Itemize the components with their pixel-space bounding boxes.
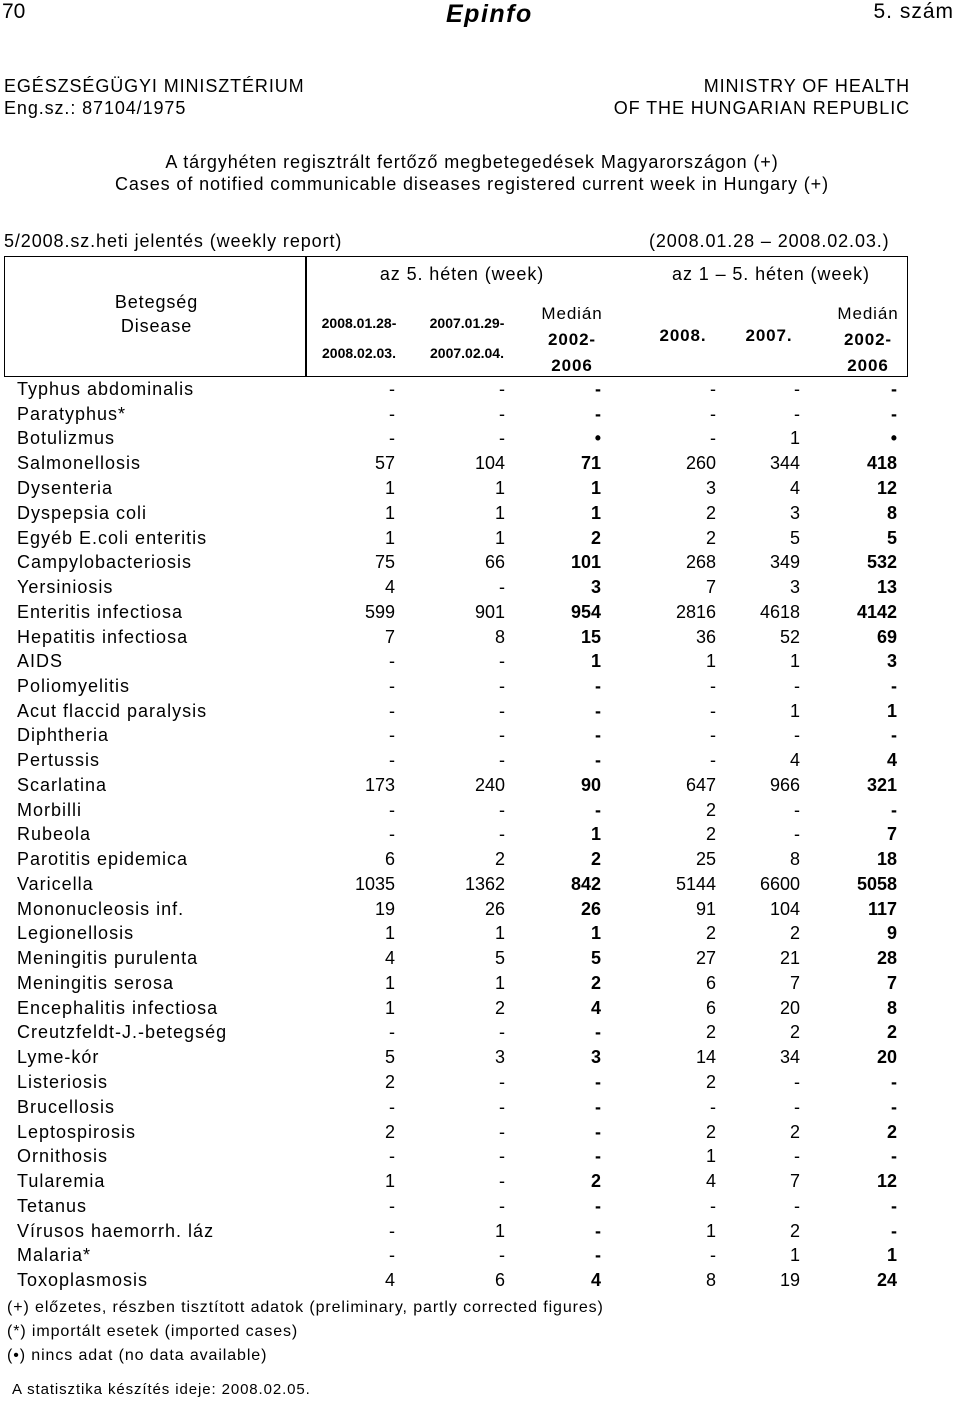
cell-cum-2007: 3 — [789, 577, 800, 597]
disease-name: Listeriosis — [17, 1072, 109, 1092]
disease-name: Pertussis — [17, 750, 101, 770]
disease-name: Yersiniosis — [17, 577, 114, 597]
header-median-cum-years: 2002- — [844, 330, 892, 349]
cell-cum-2007: 4 — [789, 478, 800, 498]
cell-cum-median: 8 — [886, 503, 897, 523]
disease-name: Botulizmus — [17, 428, 116, 448]
disease-name: Campylobacteriosis — [17, 552, 193, 572]
cell-week-2008: 1 — [384, 478, 395, 498]
cell-week-2008: 1 — [384, 998, 395, 1018]
cell-cum-2007: 349 — [769, 552, 800, 572]
cell-cum-median: 7 — [886, 824, 897, 844]
cell-cum-2007: - — [794, 1072, 800, 1092]
cell-week-2007: - — [499, 651, 505, 671]
cell-week-median: - — [595, 1072, 601, 1092]
cell-cum-median: 532 — [866, 552, 897, 572]
cell-week-2008: - — [389, 800, 395, 820]
cell-cum-median: 4 — [886, 750, 897, 770]
cell-cum-2007: 2 — [789, 1122, 800, 1142]
cell-week-2007: - — [499, 676, 505, 696]
cell-cum-median: 20 — [876, 1047, 897, 1067]
disease-name: Lyme-kór — [17, 1047, 100, 1067]
disease-name: Hepatitis infectiosa — [17, 627, 189, 647]
cell-week-median: 1 — [590, 923, 601, 943]
cell-cum-median: 9 — [886, 923, 897, 943]
cell-week-median: 1 — [590, 503, 601, 523]
cell-cum-2008: 2816 — [675, 602, 716, 622]
cell-cum-2008: 2 — [705, 923, 716, 943]
report-period: (2008.01.28 – 2008.02.03.) — [649, 231, 890, 251]
header-median-cum-end: 2006 — [847, 356, 889, 375]
disease-name: Tularemia — [17, 1171, 106, 1191]
cell-week-2008: - — [389, 1022, 395, 1042]
cell-week-2007: - — [499, 1146, 505, 1166]
cell-week-2008: 1 — [384, 528, 395, 548]
cell-cum-median: 1 — [886, 701, 897, 721]
disease-name: Leptospirosis — [17, 1122, 137, 1142]
cell-week-median: • — [594, 428, 601, 448]
cell-week-2008: - — [389, 1196, 395, 1216]
cell-cum-2008: 260 — [685, 453, 716, 473]
cell-week-median: 26 — [580, 899, 601, 919]
cell-week-2007: - — [499, 404, 505, 424]
header-group-week5: az 5. héten (week) — [379, 264, 545, 284]
cell-cum-2008: 1 — [705, 651, 716, 671]
header-col-2008-line2: 2008.02.03. — [322, 345, 396, 361]
cell-week-2007: 3 — [494, 1047, 505, 1067]
disease-name: Creutzfeldt-J.-betegség — [17, 1022, 228, 1042]
cell-cum-median: - — [891, 404, 897, 424]
cell-week-2007: 66 — [484, 552, 505, 572]
cell-week-2007: 26 — [484, 899, 505, 919]
cell-cum-2008: - — [710, 1196, 716, 1216]
cell-week-median: - — [595, 750, 601, 770]
cell-cum-2008: 14 — [695, 1047, 716, 1067]
cell-cum-2008: - — [710, 701, 716, 721]
cell-cum-2008: 25 — [695, 849, 716, 869]
cell-week-median: 842 — [570, 874, 601, 894]
ministry-hu: EGÉSZSÉGÜGYI MINISZTÉRIUM — [4, 76, 305, 96]
disease-name: Acut flaccid paralysis — [17, 701, 208, 721]
cell-cum-median: 5058 — [856, 874, 897, 894]
cell-week-2007: - — [499, 1171, 505, 1191]
cell-week-median: - — [595, 1221, 601, 1241]
cell-cum-2008: - — [710, 379, 716, 399]
cell-week-2007: - — [499, 725, 505, 745]
header-median-week-end: 2006 — [551, 356, 593, 375]
cell-cum-2008: - — [710, 725, 716, 745]
cell-week-2008: - — [389, 1221, 395, 1241]
cell-cum-median: 28 — [876, 948, 897, 968]
header-col-2007-line1: 2007.01.29- — [429, 315, 505, 331]
cell-cum-2008: 3 — [705, 478, 716, 498]
cell-cum-2008: 8 — [705, 1270, 716, 1290]
cell-week-median: - — [595, 1122, 601, 1142]
cell-cum-median: 12 — [876, 478, 897, 498]
cell-week-2008: - — [389, 651, 395, 671]
cell-week-median: 2 — [590, 849, 601, 869]
cell-week-2008: 2 — [384, 1122, 395, 1142]
cell-cum-median: - — [891, 379, 897, 399]
disease-name: Mononucleosis inf. — [17, 899, 185, 919]
statistics-date: A statisztika készítés ideje: 2008.02.05. — [12, 1381, 311, 1398]
cell-cum-2008: 6 — [705, 973, 716, 993]
cell-cum-2007: 966 — [769, 775, 800, 795]
cell-week-2007: - — [499, 379, 505, 399]
disease-name: Ornithosis — [17, 1146, 109, 1166]
cell-week-2007: 8 — [494, 627, 505, 647]
cell-cum-median: 69 — [876, 627, 897, 647]
cell-cum-2007: 4618 — [759, 602, 800, 622]
disease-name: Meningitis serosa — [17, 973, 175, 993]
cell-cum-2008: 2 — [705, 1122, 716, 1142]
cell-cum-median: - — [891, 1097, 897, 1117]
cell-cum-2007: - — [794, 725, 800, 745]
cell-week-2008: - — [389, 404, 395, 424]
cell-cum-2007: 2 — [789, 1221, 800, 1241]
header-median-cum-label: Medián — [837, 304, 899, 323]
cell-week-2007: 1362 — [464, 874, 505, 894]
cell-week-2008: - — [389, 701, 395, 721]
cell-week-median: 3 — [590, 577, 601, 597]
cell-cum-median: 117 — [867, 899, 897, 919]
cell-cum-2008: 2 — [705, 800, 716, 820]
cell-cum-2008: 2 — [705, 1072, 716, 1092]
cell-week-2008: 4 — [384, 577, 395, 597]
cell-week-median: - — [595, 379, 601, 399]
cell-week-2008: - — [389, 725, 395, 745]
cell-cum-2008: 91 — [695, 899, 716, 919]
cell-cum-2008: 2 — [705, 528, 716, 548]
cell-cum-2007: - — [794, 379, 800, 399]
cell-week-median: - — [595, 1146, 601, 1166]
disease-name: Scarlatina — [17, 775, 108, 795]
cell-cum-median: 321 — [866, 775, 897, 795]
cell-cum-2007: 2 — [789, 923, 800, 943]
cell-week-2007: - — [499, 428, 505, 448]
cell-week-2008: - — [389, 676, 395, 696]
cell-cum-2007: 20 — [779, 998, 800, 1018]
cell-week-median: 90 — [580, 775, 601, 795]
cell-cum-median: - — [891, 1146, 897, 1166]
disease-name: Tetanus — [17, 1196, 88, 1216]
cell-cum-2008: - — [710, 428, 716, 448]
cell-week-2007: 6 — [494, 1270, 505, 1290]
disease-name: Vírusos haemorrh. láz — [17, 1221, 215, 1241]
cell-cum-2007: 8 — [789, 849, 800, 869]
cell-cum-2007: - — [794, 1097, 800, 1117]
cell-week-median: 4 — [590, 998, 601, 1018]
cell-week-2007: - — [499, 701, 505, 721]
disease-name: Salmonellosis — [17, 453, 142, 473]
cell-week-2007: 1 — [494, 503, 505, 523]
cell-cum-2007: - — [794, 676, 800, 696]
cell-week-2008: 1 — [384, 923, 395, 943]
header-median-week-years: 2002- — [548, 330, 596, 349]
cell-week-2007: - — [499, 1097, 505, 1117]
cell-week-median: - — [595, 1022, 601, 1042]
cell-cum-2008: 4 — [705, 1171, 716, 1191]
report-label: 5/2008.sz.heti jelentés (weekly report) — [4, 231, 343, 251]
cell-week-2008: 19 — [374, 899, 395, 919]
title-en: Cases of notified communicable diseases registered current week in Hungary (+) — [114, 174, 829, 194]
cell-cum-2008: 647 — [685, 775, 716, 795]
cell-cum-2007: 34 — [779, 1047, 800, 1067]
cell-cum-2008: 7 — [705, 577, 716, 597]
cell-week-2008: 599 — [364, 602, 395, 622]
disease-name: Parotitis epidemica — [17, 849, 189, 869]
cell-week-2007: - — [499, 577, 505, 597]
cell-cum-median: 7 — [886, 973, 897, 993]
cell-cum-median: 4142 — [856, 602, 897, 622]
header-median-week-label: Medián — [541, 304, 603, 323]
cell-cum-2007: 21 — [779, 948, 800, 968]
cell-week-2007: - — [499, 1196, 505, 1216]
cell-week-2007: 1 — [494, 478, 505, 498]
header-col-2007-line2: 2007.02.04. — [430, 345, 504, 361]
cell-week-2007: - — [499, 1022, 505, 1042]
cell-week-2007: 2 — [494, 998, 505, 1018]
disease-name: Poliomyelitis — [17, 676, 131, 696]
page-number: 70 — [2, 0, 26, 23]
cell-cum-median: - — [891, 676, 897, 696]
cell-week-2007: 901 — [474, 602, 505, 622]
cell-cum-median: - — [891, 800, 897, 820]
disease-name: Dysenteria — [17, 478, 114, 498]
cell-cum-2007: 344 — [769, 453, 800, 473]
cell-cum-2008: 1 — [705, 1146, 716, 1166]
republic-en: OF THE HUNGARIAN REPUBLIC — [613, 98, 910, 118]
cell-week-2007: - — [499, 824, 505, 844]
cell-cum-2008: 36 — [695, 627, 716, 647]
epinfo-logo: Epinfo — [446, 0, 533, 28]
cell-week-2008: 4 — [384, 1270, 395, 1290]
footnote-no-data: (•) nincs adat (no data available) — [7, 1347, 268, 1364]
cell-week-median: 1 — [590, 824, 601, 844]
cell-week-2008: 1 — [384, 503, 395, 523]
cell-week-2008: - — [389, 428, 395, 448]
cell-cum-median: 13 — [876, 577, 897, 597]
issue-number: 5. szám — [873, 0, 954, 23]
cell-week-median: 1 — [590, 478, 601, 498]
disease-name: Meningitis purulenta — [17, 948, 199, 968]
cell-week-median: 2 — [590, 1171, 601, 1191]
footnote-imported: (*) importált esetek (imported cases) — [7, 1323, 299, 1340]
cell-week-median: - — [595, 1245, 601, 1265]
cell-cum-2008: - — [710, 750, 716, 770]
cell-week-median: - — [595, 725, 601, 745]
disease-name: Legionellosis — [17, 923, 135, 943]
cell-week-median: 4 — [590, 1270, 601, 1290]
cell-cum-2008: - — [710, 1097, 716, 1117]
cell-week-median: - — [595, 1097, 601, 1117]
cell-week-2007: 2 — [494, 849, 505, 869]
cell-cum-2007: 7 — [789, 1171, 800, 1191]
cell-week-2007: - — [499, 1072, 505, 1092]
header-col-2008-line1: 2008.01.28- — [321, 315, 397, 331]
cell-week-2008: 7 — [384, 627, 395, 647]
cell-week-2008: 6 — [384, 849, 395, 869]
cell-cum-2007: - — [794, 1196, 800, 1216]
cell-cum-2007: - — [794, 800, 800, 820]
cell-week-2007: 104 — [474, 453, 505, 473]
cell-cum-median: 24 — [876, 1270, 897, 1290]
cell-week-2008: - — [389, 824, 395, 844]
cell-cum-median: 418 — [866, 453, 897, 473]
cell-week-2008: - — [389, 1146, 395, 1166]
cell-week-median: 15 — [580, 627, 601, 647]
cell-week-median: 1 — [590, 651, 601, 671]
cell-week-2008: - — [389, 379, 395, 399]
cell-cum-2007: 1 — [789, 651, 800, 671]
cell-week-median: - — [595, 701, 601, 721]
cell-week-2008: 4 — [384, 948, 395, 968]
disease-name: Enteritis infectiosa — [17, 602, 184, 622]
cell-week-median: 3 — [590, 1047, 601, 1067]
disease-name: Diphtheria — [17, 725, 110, 745]
cell-cum-median: - — [891, 1196, 897, 1216]
cell-cum-2007: 1 — [789, 1245, 800, 1265]
header-group-weeks1-5: az 1 – 5. héten (week) — [672, 264, 870, 284]
cell-cum-2008: 6 — [705, 998, 716, 1018]
disease-name: Encephalitis infectiosa — [17, 998, 219, 1018]
cell-cum-median: 12 — [876, 1171, 897, 1191]
cell-week-2008: 57 — [374, 453, 395, 473]
cell-cum-2007: 52 — [779, 627, 800, 647]
disease-name: AIDS — [17, 651, 64, 671]
cell-week-2008: 1 — [384, 973, 395, 993]
disease-name: Brucellosis — [17, 1097, 116, 1117]
cell-cum-2007: 4 — [789, 750, 800, 770]
cell-cum-2007: - — [794, 1146, 800, 1166]
cell-week-median: 2 — [590, 528, 601, 548]
cell-week-median: 954 — [570, 602, 601, 622]
cell-cum-2007: 6600 — [759, 874, 800, 894]
cell-cum-2007: 7 — [789, 973, 800, 993]
cell-cum-2007: 3 — [789, 503, 800, 523]
cell-week-2008: - — [389, 1245, 395, 1265]
disease-name: Toxoplasmosis — [17, 1270, 149, 1290]
cell-week-2008: 75 — [374, 552, 395, 572]
cell-cum-2007: 5 — [789, 528, 800, 548]
cell-week-2008: 1 — [384, 1171, 395, 1191]
cell-cum-2008: 268 — [685, 552, 716, 572]
cell-week-2008: 2 — [384, 1072, 395, 1092]
cell-cum-median: - — [891, 1221, 897, 1241]
disease-name: Morbilli — [17, 800, 83, 820]
cell-cum-2008: - — [710, 1245, 716, 1265]
registration-number: Eng.sz.: 87104/1975 — [4, 98, 187, 118]
cell-week-2007: - — [499, 750, 505, 770]
cell-cum-median: 8 — [886, 998, 897, 1018]
cell-week-2007: 1 — [494, 528, 505, 548]
header-disease-en: Disease — [120, 316, 193, 336]
cell-cum-median: - — [891, 725, 897, 745]
title-hu: A tárgyhéten regisztrált fertőző megbetegedések Magyarországon (+) — [165, 152, 779, 172]
cell-cum-2008: 5144 — [675, 874, 716, 894]
cell-week-2007: 1 — [494, 923, 505, 943]
cell-week-2008: - — [389, 1097, 395, 1117]
cell-week-2007: 1 — [494, 1221, 505, 1241]
cell-week-2007: 1 — [494, 973, 505, 993]
cell-week-2007: - — [499, 1122, 505, 1142]
cell-week-2008: 1035 — [354, 874, 395, 894]
cell-week-median: - — [595, 800, 601, 820]
disease-name: Typhus abdominalis — [17, 379, 195, 399]
cell-week-median: - — [595, 1196, 601, 1216]
cell-cum-2007: - — [794, 404, 800, 424]
cell-week-2007: 5 — [494, 948, 505, 968]
cell-week-median: 71 — [580, 453, 601, 473]
cell-week-median: - — [595, 676, 601, 696]
cell-week-2007: 240 — [474, 775, 505, 795]
header-cum-2008: 2008. — [659, 326, 707, 345]
cell-week-median: 5 — [590, 948, 601, 968]
cell-week-2008: - — [389, 750, 395, 770]
cell-cum-2008: 27 — [695, 948, 716, 968]
disease-name: Egyéb E.coli enteritis — [17, 528, 208, 548]
cell-week-median: - — [595, 404, 601, 424]
cell-cum-2007: 19 — [779, 1270, 800, 1290]
cell-cum-median: 1 — [886, 1245, 897, 1265]
cell-week-2008: 173 — [364, 775, 395, 795]
disease-name: Paratyphus* — [17, 404, 127, 424]
cell-cum-2007: 1 — [789, 428, 800, 448]
disease-name: Rubeola — [17, 824, 92, 844]
cell-week-2007: - — [499, 800, 505, 820]
cell-cum-2007: 104 — [769, 899, 800, 919]
cell-cum-2008: 1 — [705, 1221, 716, 1241]
cell-cum-median: - — [891, 1072, 897, 1092]
cell-cum-2008: 2 — [705, 824, 716, 844]
cell-cum-2007: 1 — [789, 701, 800, 721]
cell-week-median: 101 — [570, 552, 601, 572]
header-cum-2007: 2007. — [745, 326, 793, 345]
cell-cum-median: 3 — [886, 651, 897, 671]
disease-name: Dyspepsia coli — [17, 503, 148, 523]
ministry-en: MINISTRY OF HEALTH — [703, 76, 910, 96]
cell-cum-2008: 2 — [705, 503, 716, 523]
disease-name: Varicella — [17, 874, 94, 894]
cell-cum-median: • — [890, 428, 897, 448]
cell-cum-2008: - — [710, 404, 716, 424]
cell-cum-2008: - — [710, 676, 716, 696]
cell-cum-2008: 2 — [705, 1022, 716, 1042]
cell-cum-median: 2 — [886, 1122, 897, 1142]
cell-cum-2007: 2 — [789, 1022, 800, 1042]
header-disease-hu: Betegség — [114, 292, 199, 312]
cell-cum-median: 5 — [886, 528, 897, 548]
cell-cum-median: 2 — [886, 1022, 897, 1042]
footnote-preliminary: (+) előzetes, részben tisztított adatok (preliminary, partly corrected figures) — [7, 1299, 604, 1316]
cell-cum-median: 18 — [876, 849, 897, 869]
cell-cum-2007: - — [794, 824, 800, 844]
cell-week-2007: - — [499, 1245, 505, 1265]
cell-week-2008: 5 — [384, 1047, 395, 1067]
disease-name: Malaria* — [17, 1245, 92, 1265]
cell-week-median: 2 — [590, 973, 601, 993]
